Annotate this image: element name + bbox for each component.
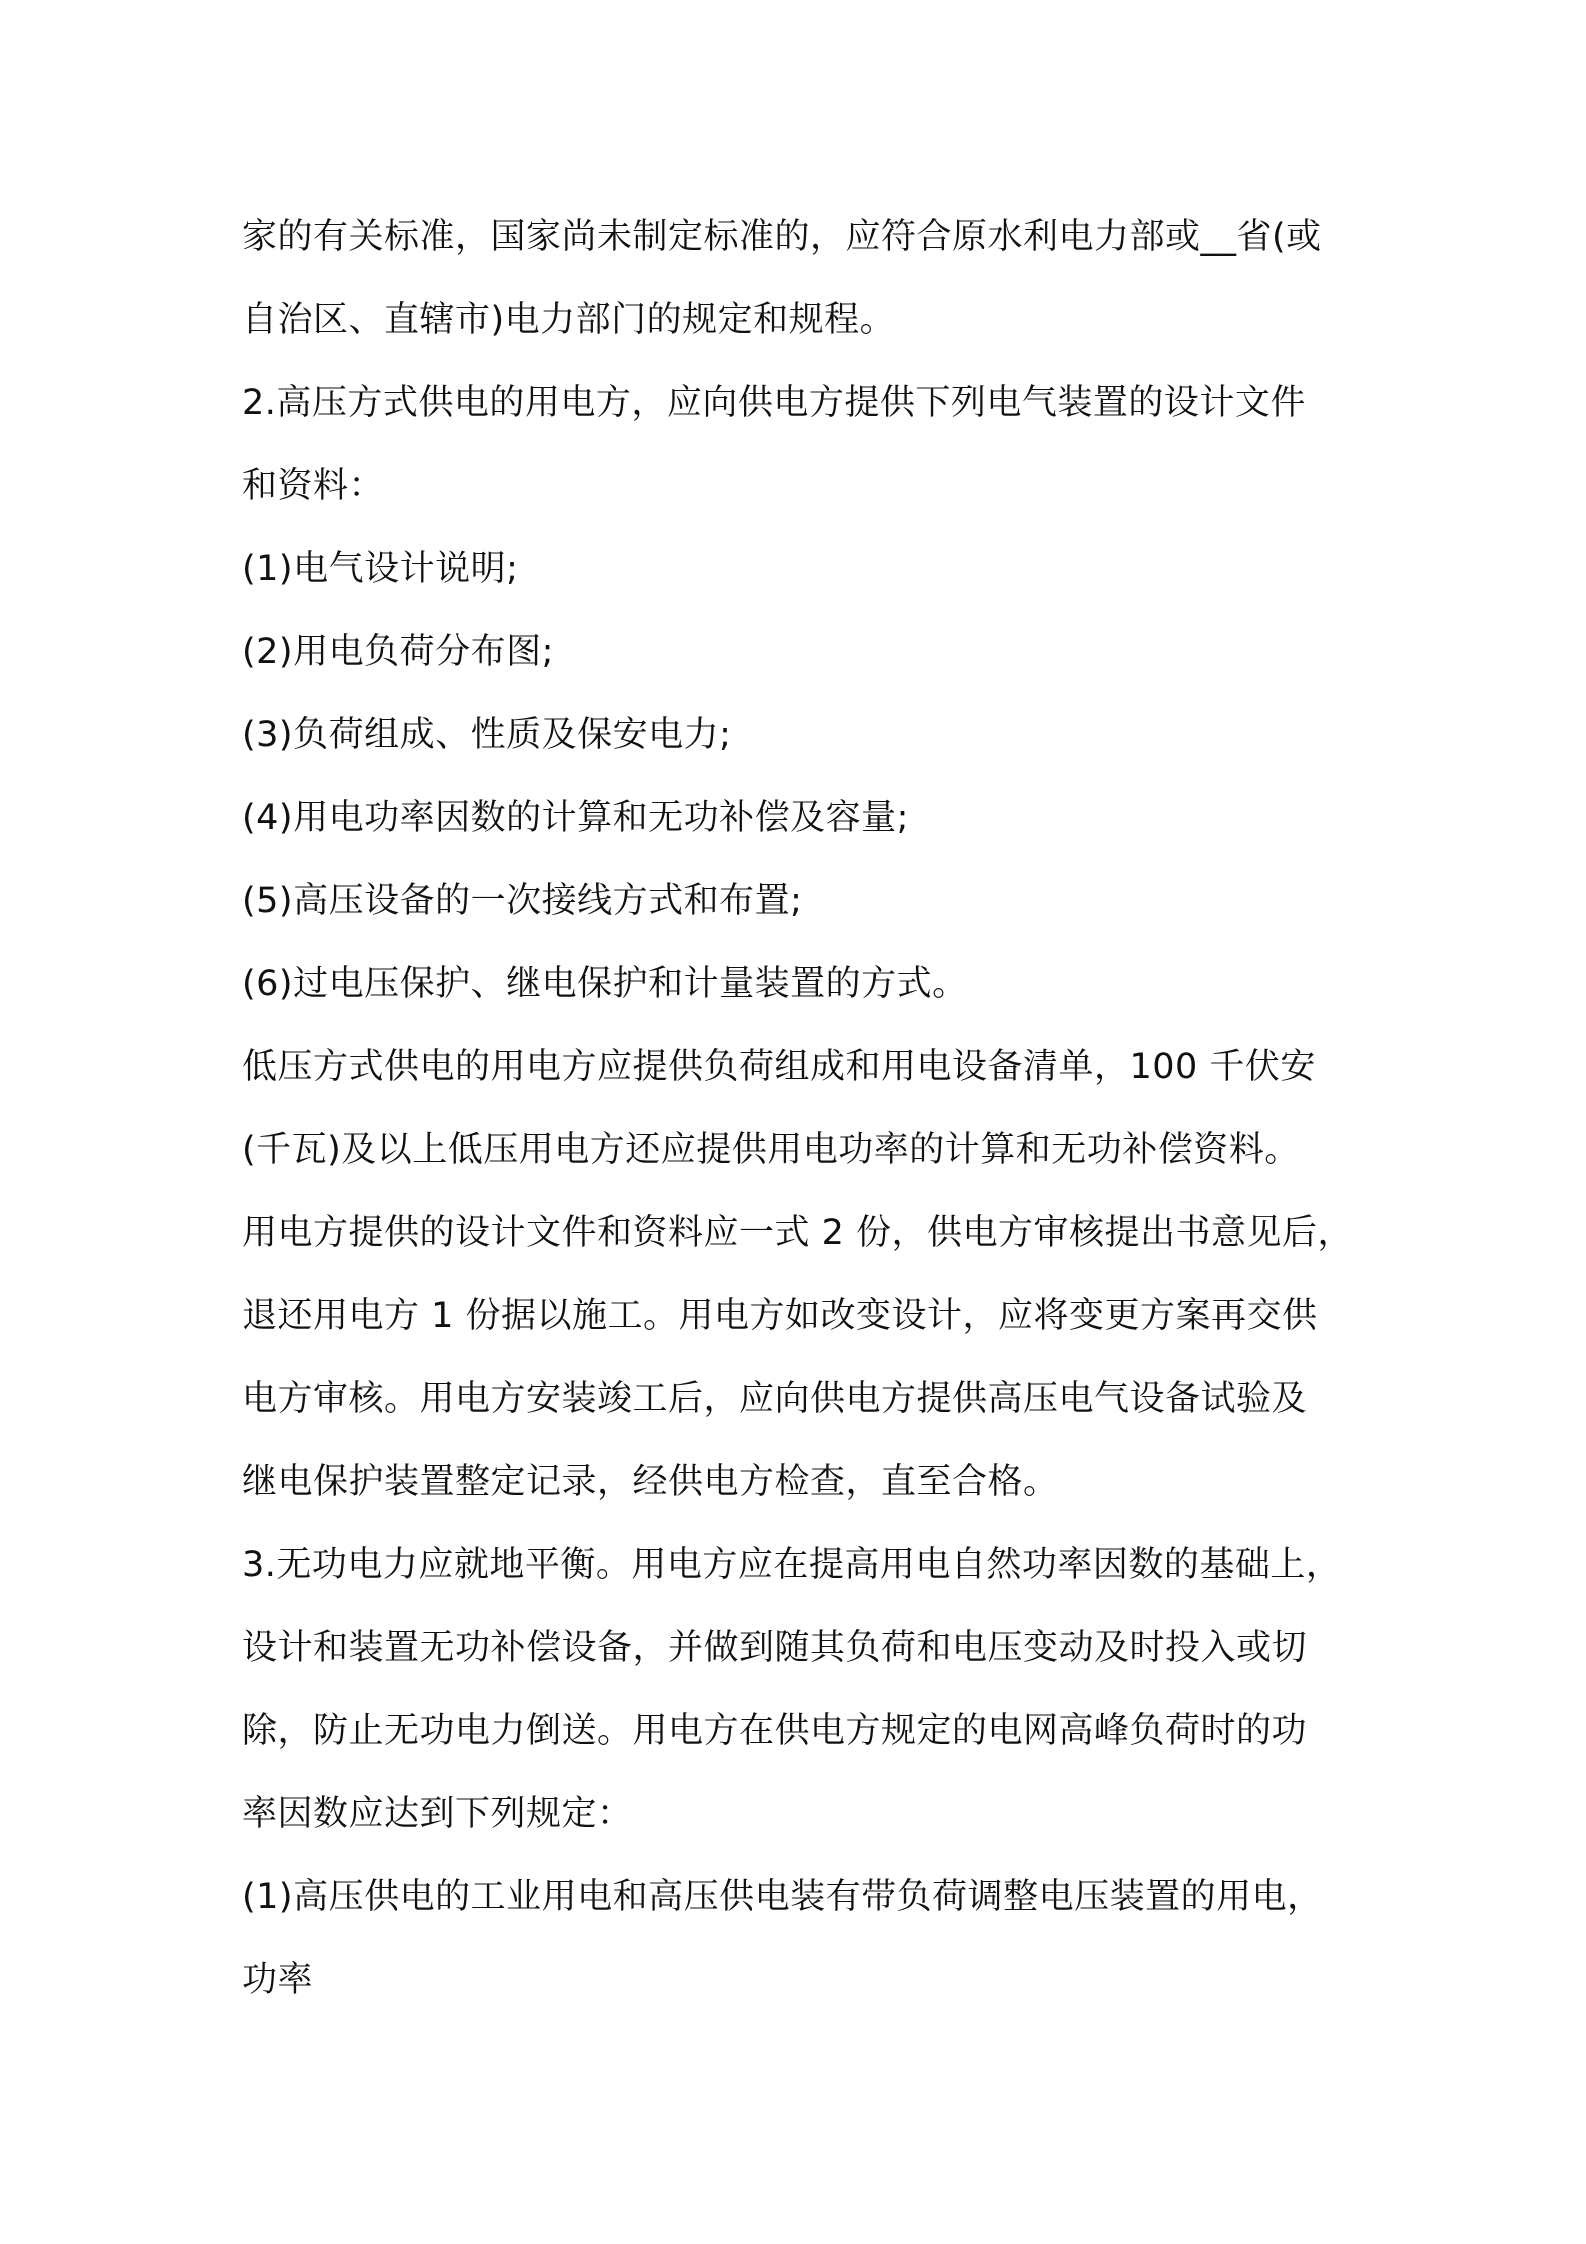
text-line: 家的有关标准，国家尚未制定标准的，应符合原水利电力部或__省(或 [242, 217, 1322, 257]
text-line: 除，防止无功电力倒送。用电方在供电方规定的电网高峰负荷时的功 [242, 1711, 1308, 1751]
text-line: 自治区、直辖市)电力部门的规定和规程。 [242, 300, 896, 340]
text-line: 功率 [242, 1960, 314, 2000]
text-line: 低压方式供电的用电方应提供负荷组成和用电设备清单，100 千伏安 [242, 1047, 1316, 1087]
text-line: 用电方提供的设计文件和资料应一式 2 份，供电方审核提出书意见后， [242, 1213, 1354, 1253]
text-line: 3.无功电力应就地平衡。用电方应在提高用电自然功率因数的基础上， [242, 1545, 1342, 1585]
text-line: (4)用电功率因数的计算和无功补偿及容量; [242, 798, 909, 838]
text-line: 退还用电方 1 份据以施工。用电方如改变设计，应将变更方案再交供 [242, 1296, 1318, 1336]
text-line: 率因数应达到下列规定： [242, 1794, 633, 1834]
text-line: (千瓦)及以上低压用电方还应提供用电功率的计算和无功补偿资料。 [242, 1130, 1300, 1170]
text-line: (2)用电负荷分布图; [242, 632, 554, 672]
text-line: 继电保护装置整定记录，经供电方检查，直至合格。 [242, 1462, 1059, 1502]
document-body [242, 196, 1382, 2022]
text-line: 设计和装置无功补偿设备，并做到随其负荷和电压变动及时投入或切 [242, 1628, 1308, 1668]
text-line: 电方审核。用电方安装竣工后，应向供电方提供高压电气设备试验及 [242, 1379, 1308, 1419]
text-line: (6)过电压保护、继电保护和计量装置的方式。 [242, 964, 968, 1004]
text-line: 2.高压方式供电的用电方，应向供电方提供下列电气装置的设计文件 [242, 383, 1306, 423]
text-line: (5)高压设备的一次接线方式和布置; [242, 881, 803, 921]
text-line: 和资料： [242, 466, 385, 506]
text-line: (1)电气设计说明; [242, 549, 519, 589]
text-line: (1)高压供电的工业用电和高压供电装有带负荷调整电压装置的用电， [242, 1877, 1323, 1917]
text-line: (3)负荷组成、性质及保安电力; [242, 715, 732, 755]
